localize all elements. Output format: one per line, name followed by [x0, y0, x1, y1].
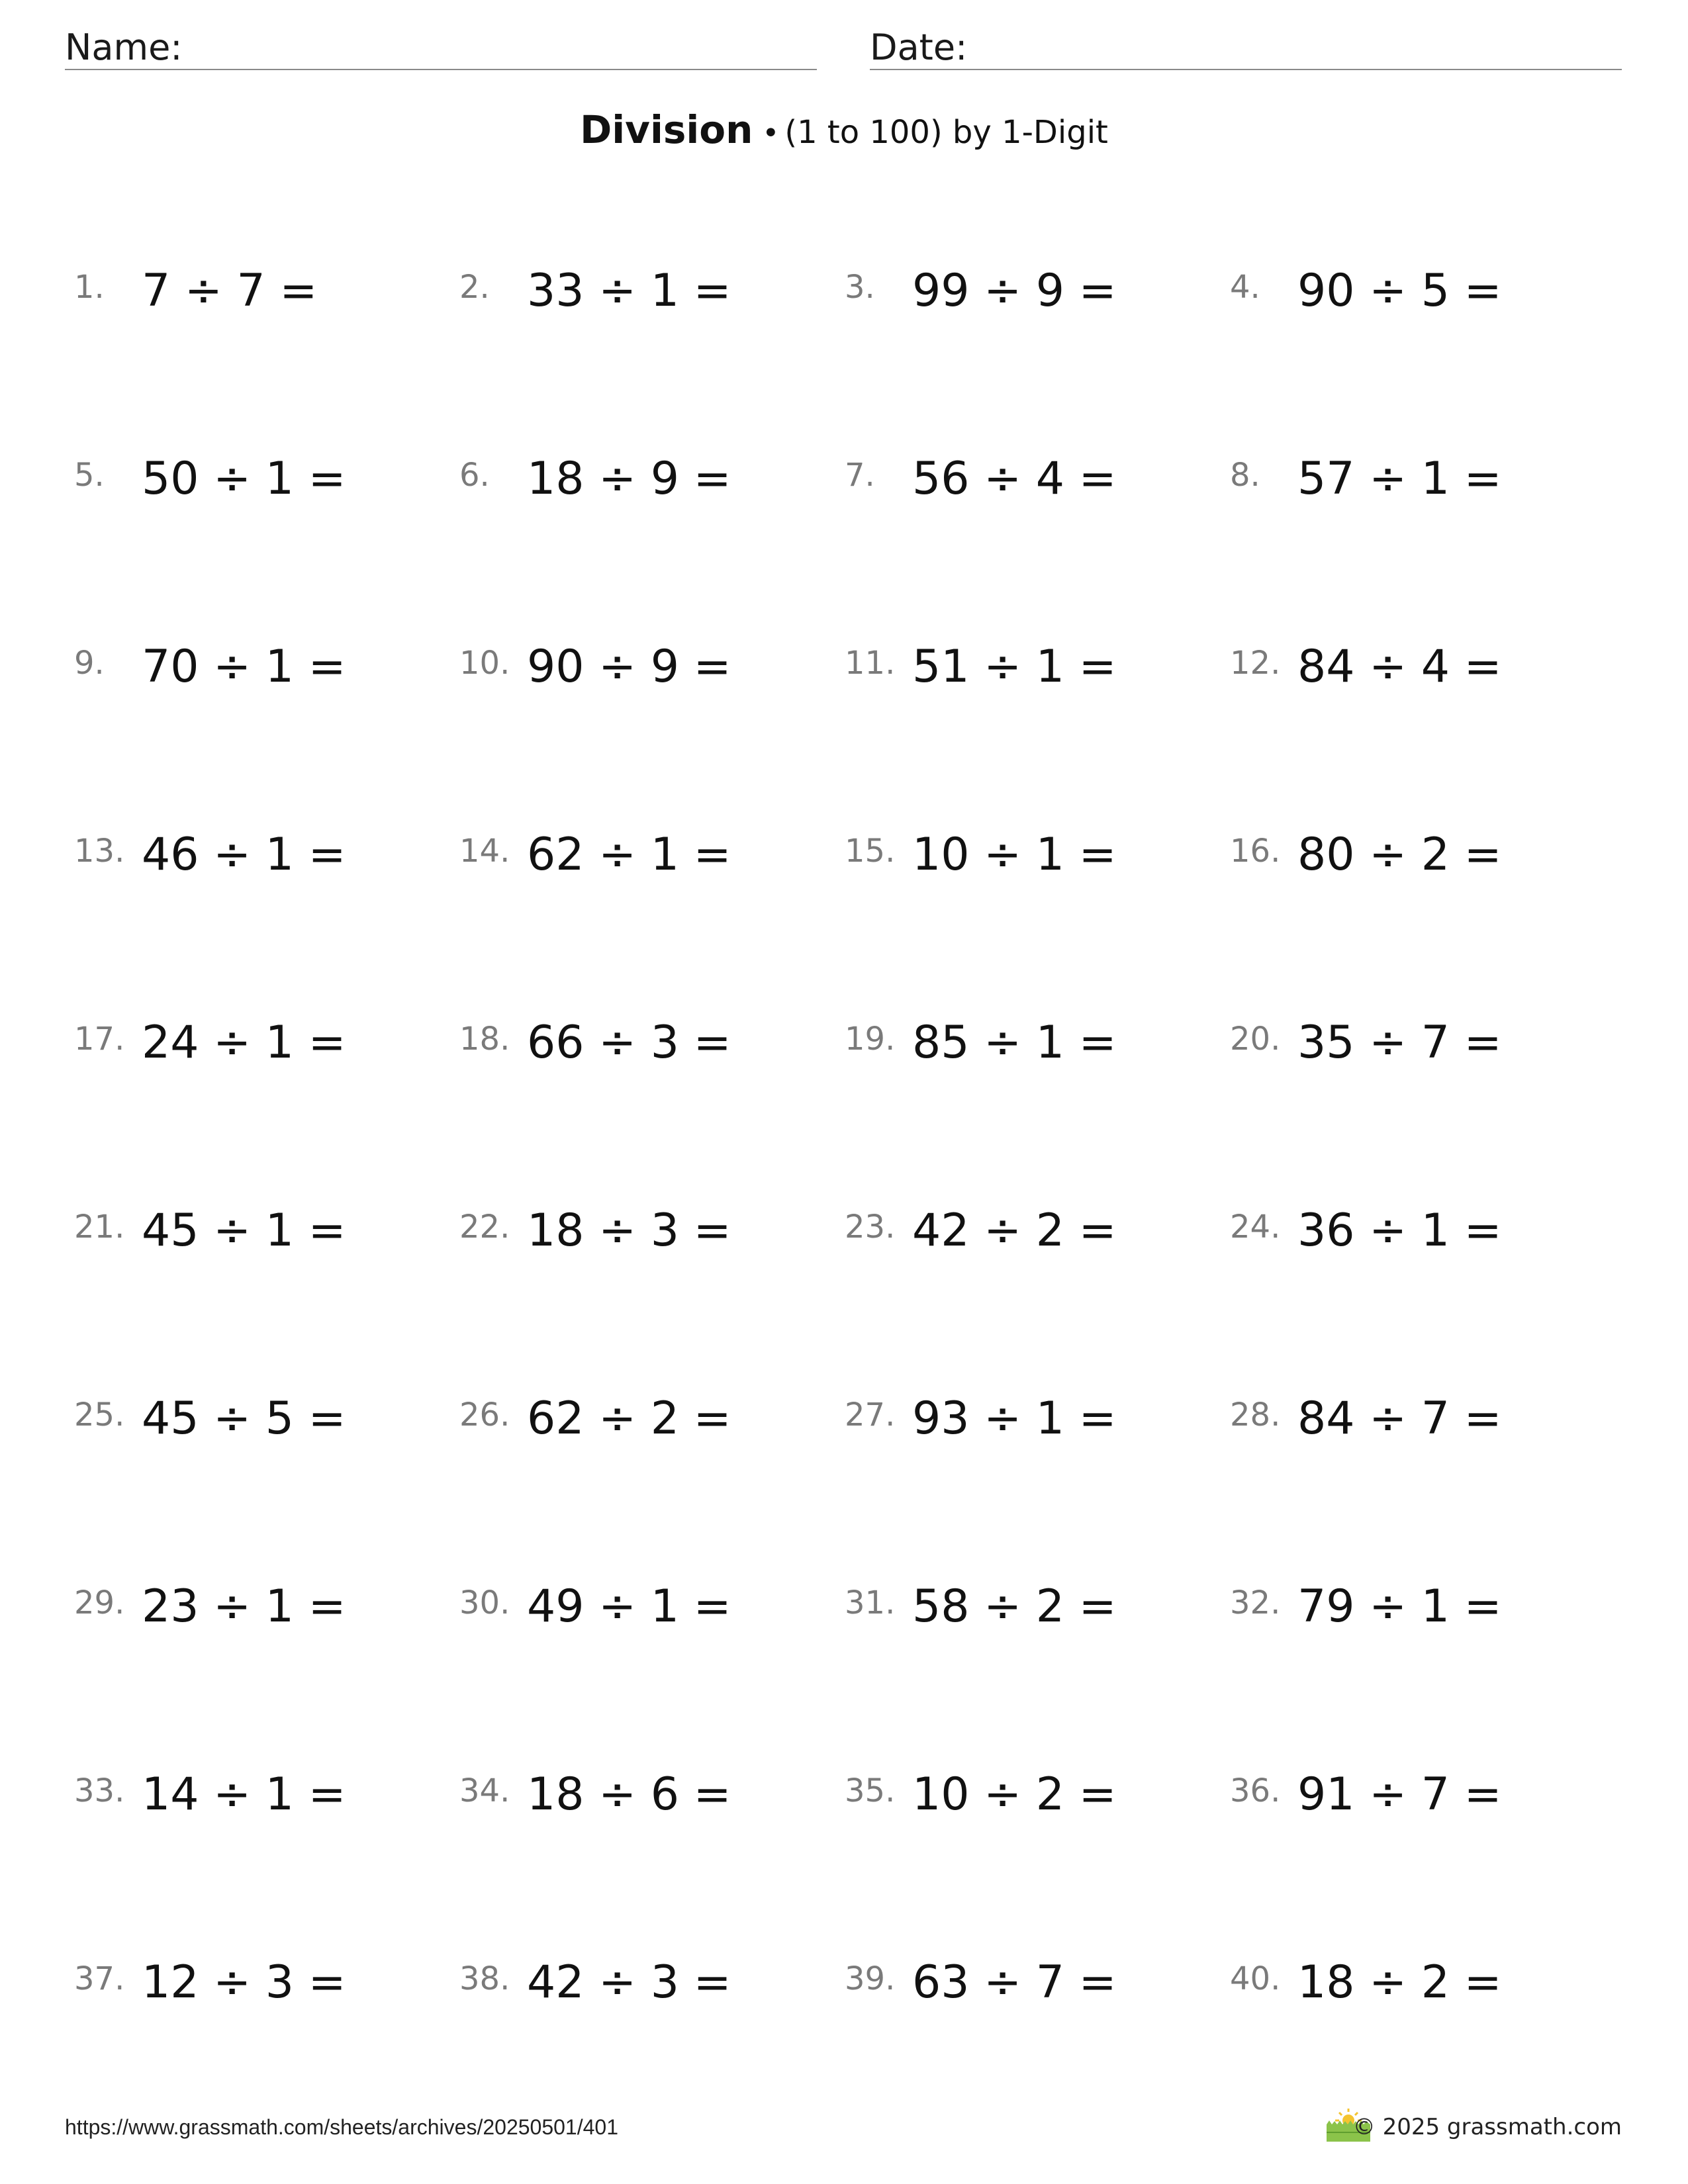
- problem-number: 31.: [845, 1584, 896, 1621]
- problem-expression: 63 ÷ 7 =: [912, 1956, 1117, 2009]
- problem-expression: 84 ÷ 4 =: [1297, 641, 1502, 693]
- problem-number: 37.: [74, 1960, 125, 1997]
- problem-expression: 23 ÷ 1 =: [142, 1580, 346, 1633]
- problem-expression: 62 ÷ 1 =: [527, 829, 731, 881]
- problem-number: 20.: [1230, 1021, 1281, 1058]
- problem-expression: 18 ÷ 6 =: [527, 1768, 731, 1821]
- problem-number: 30.: [459, 1584, 510, 1621]
- date-field[interactable]: [870, 26, 1622, 70]
- problem-expression: 93 ÷ 1 =: [912, 1392, 1117, 1445]
- problem-expression: 70 ÷ 1 =: [142, 641, 346, 693]
- date-label: Date:: [870, 26, 968, 68]
- problem-number: 29.: [74, 1584, 125, 1621]
- problem-expression: 24 ÷ 1 =: [142, 1017, 346, 1069]
- problem-expression: 18 ÷ 3 =: [527, 1205, 731, 1257]
- problem-number: 21.: [74, 1208, 125, 1246]
- problem-number: 1.: [74, 269, 105, 306]
- footer-url[interactable]: https://www.grassmath.com/sheets/archives/20250501/401: [65, 2115, 618, 2139]
- problem-expression: 42 ÷ 2 =: [912, 1205, 1117, 1257]
- problem-number: 11.: [845, 645, 896, 682]
- worksheet-title: [0, 105, 1688, 159]
- problem-number: 14.: [459, 833, 510, 870]
- problem-number: 26.: [459, 1396, 510, 1433]
- problem-number: 32.: [1230, 1584, 1281, 1621]
- name-field[interactable]: [65, 26, 817, 70]
- problem-expression: 35 ÷ 7 =: [1297, 1017, 1502, 1069]
- problem-expression: 91 ÷ 7 =: [1297, 1768, 1502, 1821]
- problem-expression: 10 ÷ 1 =: [912, 829, 1117, 881]
- problem-expression: 45 ÷ 1 =: [142, 1205, 346, 1257]
- problem-number: 25.: [74, 1396, 125, 1433]
- problem-expression: 46 ÷ 1 =: [142, 829, 346, 881]
- problem-expression: 79 ÷ 1 =: [1297, 1580, 1502, 1633]
- problem-number: 23.: [845, 1208, 896, 1246]
- problem-expression: 80 ÷ 2 =: [1297, 829, 1502, 881]
- problem-expression: 36 ÷ 1 =: [1297, 1205, 1502, 1257]
- title-bullet: •: [762, 116, 780, 150]
- problem-number: 10.: [459, 645, 510, 682]
- problem-number: 18.: [459, 1021, 510, 1058]
- problem-number: 24.: [1230, 1208, 1281, 1246]
- name-label: Name:: [65, 26, 183, 68]
- problem-expression: 18 ÷ 2 =: [1297, 1956, 1502, 2009]
- problem-number: 28.: [1230, 1396, 1281, 1433]
- problem-expression: 45 ÷ 5 =: [142, 1392, 346, 1445]
- problem-expression: 66 ÷ 3 =: [527, 1017, 731, 1069]
- problem-number: 17.: [74, 1021, 125, 1058]
- problem-number: 5.: [74, 457, 105, 494]
- problem-number: 33.: [74, 1772, 125, 1809]
- problem-number: 7.: [845, 457, 875, 494]
- problem-expression: 57 ÷ 1 =: [1297, 453, 1502, 505]
- problem-number: 34.: [459, 1772, 510, 1809]
- problem-expression: 90 ÷ 5 =: [1297, 265, 1502, 317]
- problem-expression: 50 ÷ 1 =: [142, 453, 346, 505]
- problem-expression: 62 ÷ 2 =: [527, 1392, 731, 1445]
- problem-expression: 99 ÷ 9 =: [912, 265, 1117, 317]
- problem-number: 36.: [1230, 1772, 1281, 1809]
- problem-number: 3.: [845, 269, 875, 306]
- problem-expression: 10 ÷ 2 =: [912, 1768, 1117, 1821]
- problem-expression: 42 ÷ 3 =: [527, 1956, 731, 2009]
- problem-expression: 14 ÷ 1 =: [142, 1768, 346, 1821]
- problem-expression: 84 ÷ 7 =: [1297, 1392, 1502, 1445]
- problem-number: 2.: [459, 269, 490, 306]
- problem-expression: 56 ÷ 4 =: [912, 453, 1117, 505]
- footer-copyright: © 2025 grassmath.com: [1352, 2114, 1622, 2140]
- problem-number: 16.: [1230, 833, 1281, 870]
- problem-grid: [0, 251, 1688, 2138]
- problem-expression: 33 ÷ 1 =: [527, 265, 731, 317]
- problem-number: 9.: [74, 645, 105, 682]
- problem-number: 35.: [845, 1772, 896, 1809]
- title-subtitle: (1 to 100) by 1-Digit: [784, 114, 1108, 151]
- problem-expression: 90 ÷ 9 =: [527, 641, 731, 693]
- problem-number: 22.: [459, 1208, 510, 1246]
- problem-expression: 18 ÷ 9 =: [527, 453, 731, 505]
- problem-number: 12.: [1230, 645, 1281, 682]
- problem-number: 8.: [1230, 457, 1260, 494]
- problem-expression: 51 ÷ 1 =: [912, 641, 1117, 693]
- problem-number: 6.: [459, 457, 490, 494]
- problem-expression: 49 ÷ 1 =: [527, 1580, 731, 1633]
- title-main: Division: [580, 107, 753, 152]
- problem-number: 40.: [1230, 1960, 1281, 1997]
- problem-number: 13.: [74, 833, 125, 870]
- problem-number: 15.: [845, 833, 896, 870]
- problem-number: 19.: [845, 1021, 896, 1058]
- problem-expression: 58 ÷ 2 =: [912, 1580, 1117, 1633]
- problem-number: 39.: [845, 1960, 896, 1997]
- problem-expression: 7 ÷ 7 =: [142, 265, 318, 317]
- problem-number: 27.: [845, 1396, 896, 1433]
- problem-expression: 85 ÷ 1 =: [912, 1017, 1117, 1069]
- problem-number: 4.: [1230, 269, 1260, 306]
- problem-expression: 12 ÷ 3 =: [142, 1956, 346, 2009]
- problem-number: 38.: [459, 1960, 510, 1997]
